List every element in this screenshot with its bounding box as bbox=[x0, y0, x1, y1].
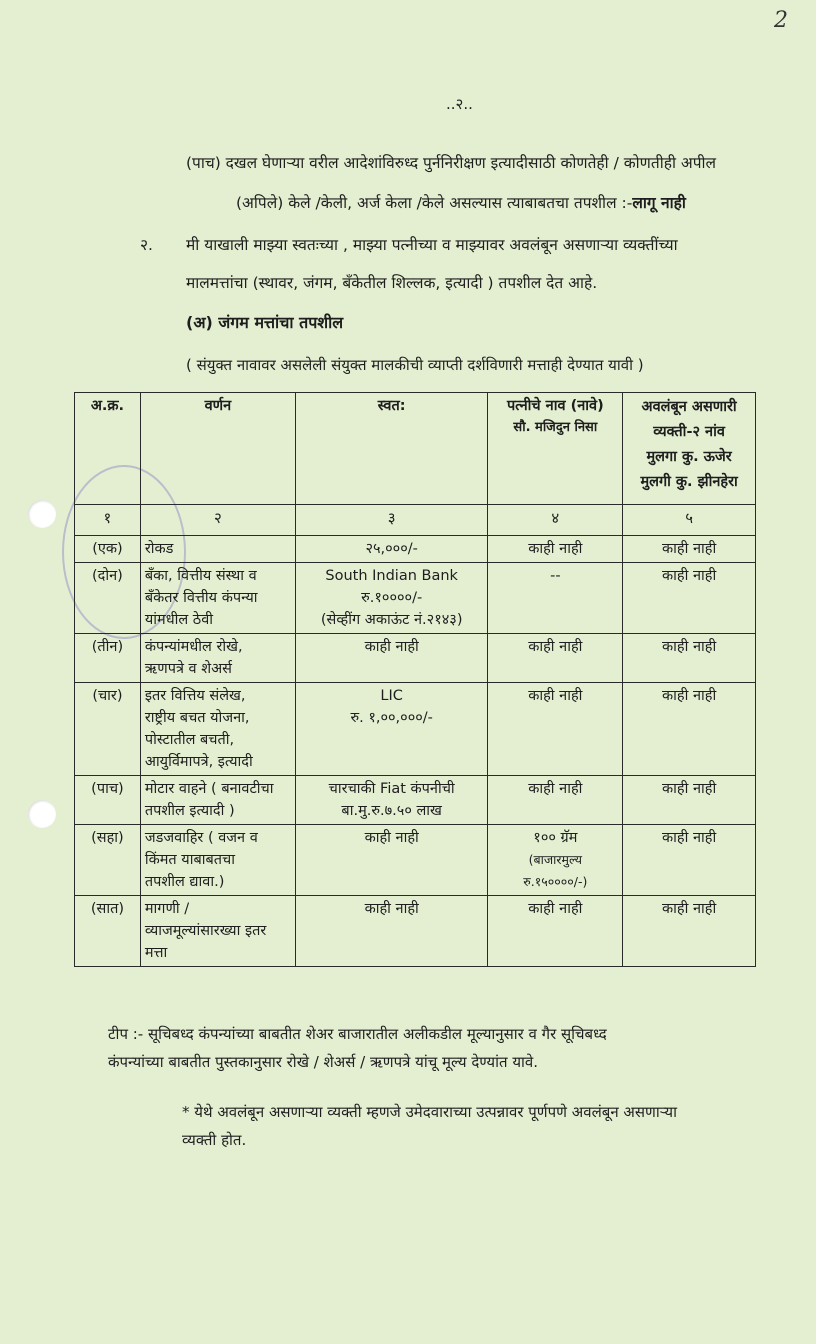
para-5-text: (अपिले) केले /केली, अर्ज केला /केले असल्यास त्याबाबतचा तपशील :- bbox=[236, 194, 633, 212]
asset-rows bbox=[75, 536, 756, 967]
cell-self-line: LIC bbox=[380, 688, 403, 704]
cell-self bbox=[295, 776, 488, 825]
table-row bbox=[75, 634, 756, 683]
header-sr-label: अ.क्र. bbox=[90, 398, 125, 414]
cell-dependents-line: काही नाही bbox=[662, 568, 717, 584]
cell-description-line: किंमत याबाबतचा bbox=[144, 852, 236, 868]
cell-spouse bbox=[488, 634, 623, 683]
cell-spouse-line: रु.१५००००/-) bbox=[523, 874, 588, 889]
para-5-line-1: (पाच) दखल घेणाऱ्या वरील आदेशांविरुध्द पुर्ननिरीक्षण इत्यादीसाठी कोणतेही / कोणतीही अपील bbox=[186, 154, 717, 172]
cell-self bbox=[295, 896, 488, 967]
cell-description-line: पोस्टातील बचती, bbox=[144, 732, 235, 748]
cell-self-line: २५,०००/- bbox=[365, 541, 418, 557]
cell-self bbox=[295, 634, 488, 683]
header-self bbox=[295, 393, 488, 505]
cell-description-line: राष्ट्रीय बचत योजना, bbox=[144, 710, 250, 726]
cell-self bbox=[295, 536, 488, 563]
cell-description-line: तपशील इत्यादी ) bbox=[144, 803, 235, 819]
cell-self-line: काही नाही bbox=[364, 639, 419, 655]
header-description bbox=[140, 393, 295, 505]
header-dependents bbox=[623, 393, 756, 505]
cell-self-line: (सेव्हींग अकाऊंट नं.२१४३) bbox=[320, 612, 463, 628]
cell-sr-text: (चार) bbox=[92, 688, 123, 704]
punch-hole bbox=[28, 500, 56, 528]
cell-dependents bbox=[623, 634, 756, 683]
cell-spouse-line: काही नाही bbox=[528, 541, 583, 557]
cell-dependents bbox=[623, 683, 756, 776]
handwritten-page-number: 2 bbox=[774, 8, 788, 33]
column-number: २ bbox=[140, 505, 295, 536]
punch-hole bbox=[28, 800, 56, 828]
cell-dependents bbox=[623, 776, 756, 825]
cell-self-line: रु.१००००/- bbox=[361, 590, 423, 606]
cell-spouse-line: काही नाही bbox=[528, 781, 583, 797]
cell-description-line: मोटार वाहने ( बनावटीचा bbox=[144, 781, 274, 797]
section-title: (अ) जंगम मत्तांचा तपशील bbox=[186, 313, 344, 332]
footnote-line-2: कंपन्यांच्या बाबतीत पुस्तकानुसार रोखे / शेअर्स / ऋणपत्रे यांचू मूल्य देण्यांत यावे. bbox=[108, 1053, 539, 1071]
cell-description-line: यांमधील ठेवी bbox=[144, 612, 214, 628]
cell-dependents-line: काही नाही bbox=[662, 901, 717, 917]
cell-spouse bbox=[488, 683, 623, 776]
cell-spouse-line: काही नाही bbox=[528, 639, 583, 655]
cell-self-line: काही नाही bbox=[364, 830, 419, 846]
cell-dependents-line: काही नाही bbox=[662, 639, 717, 655]
cell-dependents bbox=[623, 536, 756, 563]
cell-description-line: जडजवाहिर ( वजन व bbox=[144, 830, 258, 846]
cell-description-line: ऋणपत्रे व शेअर्स bbox=[144, 661, 232, 677]
cell-description bbox=[140, 683, 295, 776]
cell-dependents bbox=[623, 563, 756, 634]
cell-description bbox=[140, 825, 295, 896]
cell-sr-text: (पाच) bbox=[91, 781, 124, 797]
cell-sr bbox=[75, 776, 141, 825]
header-self-label: स्वत: bbox=[377, 398, 406, 414]
cell-spouse bbox=[488, 776, 623, 825]
cell-self bbox=[295, 563, 488, 634]
cell-description-line: मत्ता bbox=[144, 945, 168, 961]
cell-spouse bbox=[488, 896, 623, 967]
cell-dependents-line: काही नाही bbox=[662, 541, 717, 557]
dependent-2-name: मुलगी कु. झीनहेरा bbox=[640, 474, 738, 490]
cell-dependents-line: काही नाही bbox=[662, 688, 717, 704]
page-number: ..२.. bbox=[446, 95, 473, 113]
column-number: ५ bbox=[623, 505, 756, 536]
cell-dependents-line: काही नाही bbox=[662, 830, 717, 846]
table-row bbox=[75, 776, 756, 825]
star-note-line-1: * येथे अवलंबून असणाऱ्या व्यक्ती म्हणजे उमेदवाराच्या उत्पन्नावर पूर्णपणे अवलंबून असणाऱ्या bbox=[182, 1103, 677, 1121]
cell-sr bbox=[75, 563, 141, 634]
star-note-line-2: व्यक्ती होत. bbox=[182, 1131, 247, 1149]
cell-sr bbox=[75, 536, 141, 563]
cell-description-line: तपशील द्यावा.) bbox=[144, 874, 225, 890]
table-row bbox=[75, 825, 756, 896]
header-dependents-label: अवलंबून असणारी व्यक्ती-२ नांव bbox=[641, 399, 737, 440]
cell-description-line: इतर वित्तिय संलेख, bbox=[144, 688, 246, 704]
cell-description-line: व्याजमूल्यांसारख्या इतर bbox=[144, 923, 267, 939]
column-number-row bbox=[75, 505, 756, 536]
cell-spouse-line: (बाजारमुल्य bbox=[528, 852, 582, 867]
table-row bbox=[75, 536, 756, 563]
cell-dependents bbox=[623, 896, 756, 967]
para-5-answer: लागू नाही bbox=[632, 194, 686, 212]
table-header-row bbox=[75, 393, 756, 505]
table-row bbox=[75, 896, 756, 967]
cell-sr bbox=[75, 896, 141, 967]
cell-description-line: बँका, वित्तीय संस्था व bbox=[144, 568, 257, 584]
cell-description bbox=[140, 563, 295, 634]
cell-spouse-line: १०० ग्रॅम bbox=[533, 830, 578, 846]
para-2-line-2: मालमत्तांचा (स्थावर, जंगम, बँकेतील शिल्लक, इत्यादी ) तपशील देत आहे. bbox=[186, 274, 598, 292]
cell-spouse bbox=[488, 536, 623, 563]
table-row bbox=[75, 683, 756, 776]
cell-dependents bbox=[623, 825, 756, 896]
cell-self bbox=[295, 825, 488, 896]
cell-self-line: रु. १,००,०००/- bbox=[350, 710, 433, 726]
cell-description bbox=[140, 536, 295, 563]
cell-sr-text: (दोन) bbox=[92, 568, 123, 584]
cell-description bbox=[140, 896, 295, 967]
cell-sr-text: (एक) bbox=[92, 541, 123, 557]
para-5-line-2 bbox=[236, 192, 686, 214]
spouse-name: सौ. मजिदुन निसा bbox=[513, 420, 598, 435]
table-row bbox=[75, 563, 756, 634]
header-description-label: वर्णन bbox=[204, 398, 232, 414]
cell-spouse-line: काही नाही bbox=[528, 901, 583, 917]
header-sr bbox=[75, 393, 141, 505]
cell-description bbox=[140, 634, 295, 683]
cell-self-line: South Indian Bank bbox=[325, 568, 458, 584]
footnote-line-1: टीप :- सूचिबध्द कंपन्यांच्या बाबतीत शेअर बाजारातील अलीकडील मूल्यानुसार व गैर सूचिबध्द bbox=[108, 1025, 607, 1043]
cell-sr bbox=[75, 825, 141, 896]
cell-self-line: बा.मु.रु.७.५० लाख bbox=[341, 803, 442, 819]
cell-spouse-line: काही नाही bbox=[528, 688, 583, 704]
para-2-line-1: मी याखाली माझ्या स्वतःच्या , माझ्या पत्नीच्या व माझ्यावर अवलंबून असणाऱ्या व्यक्तींच्या bbox=[186, 236, 678, 254]
cell-self-line: चारचाकी Fiat कंपनीची bbox=[328, 781, 455, 797]
cell-sr-text: (सात) bbox=[90, 901, 124, 917]
cell-description-line: बँकेतर वित्तीय कंपन्या bbox=[144, 590, 258, 606]
para-2-number: २. bbox=[140, 236, 153, 254]
cell-spouse bbox=[488, 825, 623, 896]
cell-spouse-line: -- bbox=[550, 568, 561, 584]
cell-description-line: मागणी / bbox=[144, 901, 190, 917]
dependent-1-name: मुलगा कु. ऊजेर bbox=[646, 449, 732, 465]
cell-sr-text: (तीन) bbox=[91, 639, 124, 655]
cell-description-line: आयुर्विमापत्रे, इत्यादी bbox=[144, 754, 253, 770]
cell-sr bbox=[75, 683, 141, 776]
header-spouse bbox=[488, 393, 623, 505]
cell-self bbox=[295, 683, 488, 776]
column-number: ३ bbox=[295, 505, 488, 536]
movable-assets-table bbox=[74, 392, 756, 967]
column-number: ४ bbox=[488, 505, 623, 536]
section-note: ( संयुक्त नावावर असलेली संयुक्त मालकीची व्याप्ती दर्शविणारी मत्ताही देण्यात यावी ) bbox=[186, 356, 644, 374]
cell-description bbox=[140, 776, 295, 825]
cell-description-line: रोकड bbox=[144, 541, 174, 557]
cell-self-line: काही नाही bbox=[364, 901, 419, 917]
cell-spouse bbox=[488, 563, 623, 634]
cell-description-line: कंपन्यांमधील रोखे, bbox=[144, 639, 243, 655]
cell-sr bbox=[75, 634, 141, 683]
header-spouse-label: पत्नीचे नाव (नावे) bbox=[506, 398, 604, 414]
column-number: १ bbox=[75, 505, 141, 536]
cell-dependents-line: काही नाही bbox=[662, 781, 717, 797]
cell-sr-text: (सहा) bbox=[91, 830, 124, 846]
